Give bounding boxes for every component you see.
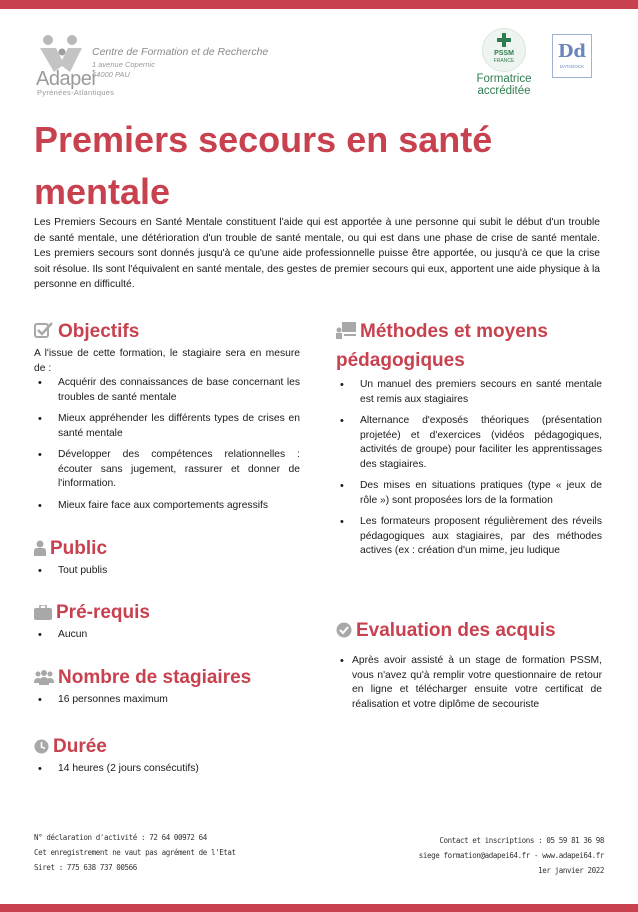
- section-prerequis: [34, 599, 300, 650]
- section-methodes: [336, 318, 602, 566]
- stagiaires-heading: [34, 664, 300, 693]
- list-item: • Développer des compétences relationnelles : écouter sans jugement, rassurer et donner de l'information.: [34, 448, 300, 492]
- list-item: • Un manuel des premiers secours en santé mentale est remis aux stagiaires: [336, 378, 602, 407]
- prerequis-list: [34, 628, 300, 643]
- list-item: • Après avoir assisté à un stage de formation PSSM, vous n'avez qu'à remplir votre questionnaire de retour en ligne et télécharger ensuite votre certificat de réalisation et votre diplôme de secouriste: [336, 654, 602, 712]
- address-line-1: 1 avenue Copernic: [92, 60, 155, 69]
- list-item: • Alternance d'exposés théoriques (présentation projetée) et d'exercices (vidéos pédagogiques, activités de groupe) pour faciliter les apprentissages des stagiaires.: [336, 414, 602, 472]
- list-item: • 14 heures (2 jours consécutifs): [34, 762, 300, 777]
- org-region: Pyrénées-Atlantiques: [37, 88, 115, 97]
- contact-email-web: siege formation@adapei64.fr - www.adapei64.fr: [418, 851, 604, 860]
- contact-phone: Contact et inscriptions : 05 59 81 36 98: [439, 836, 604, 845]
- pssm-cross-icon: [497, 33, 511, 47]
- section-duree: [34, 733, 300, 784]
- list-item: • Mieux faire face aux comportements agressifs: [34, 499, 300, 514]
- duree-heading-text: Durée: [53, 736, 107, 757]
- methodes-list: [336, 378, 602, 559]
- section-evaluation: [336, 617, 602, 719]
- briefcase-icon: [34, 601, 52, 628]
- adapei-logo: [36, 32, 269, 98]
- list-item: • Aucun: [34, 628, 300, 643]
- check-badge-icon: [336, 619, 352, 646]
- pssm-accreditation-logo: [466, 28, 542, 98]
- list-item: • 16 personnes maximum: [34, 693, 300, 708]
- center-address: [92, 60, 155, 80]
- list-item: • Tout publis: [34, 564, 300, 579]
- list-item: • Les formateurs proposent régulièrement des réveils pédagogiques aux stagiaires, par des méthodes actives (ex : création d'un mime, jeu ludique: [336, 515, 602, 559]
- pssm-badge: [482, 28, 526, 72]
- objectifs-heading-text: Objectifs: [58, 321, 140, 342]
- datadock-mark: Dd: [557, 41, 587, 62]
- accreditation-line-1: Formatrice: [476, 73, 532, 85]
- address-line-2: 64000 PAU: [92, 70, 130, 79]
- stagiaires-heading-text: Nombre de stagiaires: [58, 667, 252, 688]
- section-public: [34, 535, 300, 586]
- page-title: Premiers secours en santé mentale: [34, 119, 493, 212]
- siret-number: Siret : 775 638 737 00566: [34, 863, 137, 872]
- section-objectifs: [34, 318, 300, 520]
- duree-heading: [34, 733, 300, 762]
- adapei-figures-icon: [36, 32, 88, 72]
- public-list: [34, 564, 300, 579]
- pssm-badge-sub: FRANCE: [493, 58, 515, 64]
- document-date: 1er janvier 2022: [538, 866, 604, 875]
- clock-icon: [34, 735, 49, 762]
- public-heading: [34, 535, 300, 564]
- evaluation-list: [336, 654, 602, 712]
- declaration-number: N° déclaration d'activité : 72 64 00972 64: [34, 833, 207, 842]
- evaluation-heading: [336, 617, 602, 646]
- evaluation-heading-text: Evaluation des acquis: [356, 620, 556, 641]
- methodes-heading-text: Méthodes et moyens pédagogiques: [336, 321, 548, 371]
- registration-note: Cet enregistrement ne vaut pas agrément de l'Etat: [34, 848, 236, 857]
- accreditation-line-2: accréditée: [477, 85, 531, 97]
- prerequis-heading-text: Pré-requis: [56, 602, 150, 623]
- group-icon: [34, 666, 54, 693]
- org-name: Adapei: [36, 68, 96, 90]
- person-icon: [34, 537, 46, 564]
- list-item: • Des mises en situations pratiques (type « jeux de rôle ») sont proposées lors de la formation: [336, 479, 602, 508]
- objectifs-lead: A l'issue de cette formation, le stagiaire sera en mesure de :: [34, 348, 300, 374]
- datadock-logo: [552, 34, 592, 78]
- footer-contact: [419, 833, 604, 878]
- duree-list: [34, 762, 300, 777]
- intro-paragraph: Les Premiers Secours en Santé Mentale constituent l'aide qui est apportée à une personne qui subit le début d'un trouble de santé mentale, une détérioration d'un trouble de santé mentale, ou qui est dans une phase de crise de santé mentale. Les premiers secours sont donnés jusqu'à ce qu'une aide professionnelle puisse être apportée, ou jusqu'à ce que la crise soit résolue. Ils sont l'équivalent en santé mentale, des gestes de premier secours qui eux, apportent une aide physique à la personne en difficulté.: [34, 217, 600, 290]
- presentation-board-icon: [336, 320, 356, 347]
- objectifs-heading: [34, 318, 300, 347]
- center-name: Centre de Formation et de Recherche: [92, 46, 269, 58]
- checklist-icon: [34, 320, 54, 347]
- top-accent-bar: [0, 0, 638, 9]
- datadock-label: DATADOCK: [559, 64, 585, 69]
- bottom-accent-bar: [0, 904, 638, 912]
- prerequis-heading: [34, 599, 300, 628]
- pssm-badge-label: PSSM: [494, 50, 514, 57]
- public-heading-text: Public: [50, 538, 108, 559]
- stagiaires-list: [34, 693, 300, 708]
- methodes-heading: [336, 318, 602, 374]
- list-item: • Mieux appréhender les différents types de crises en santé mentale: [34, 412, 300, 441]
- footer-legal: [34, 830, 236, 875]
- objectifs-list: [34, 376, 300, 513]
- section-stagiaires: [34, 664, 300, 715]
- list-item: • Acquérir des connaissances de base concernant les troubles de santé mentale: [34, 376, 300, 405]
